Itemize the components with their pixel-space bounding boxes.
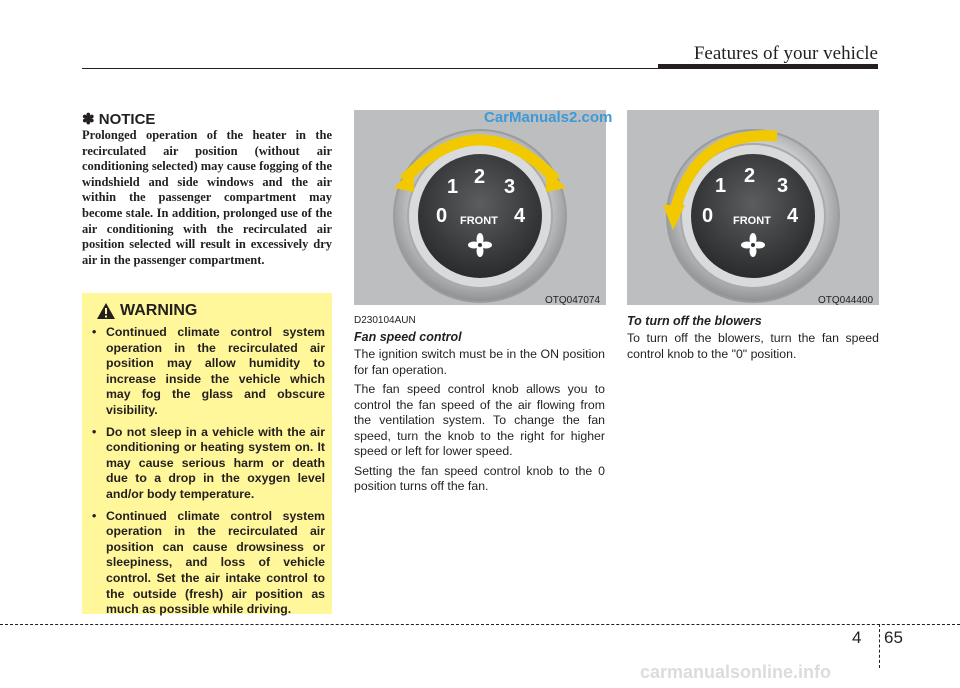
- knob-number: 1: [715, 175, 727, 197]
- warning-triangle-icon: [96, 302, 116, 320]
- knob-number: 0: [702, 205, 714, 227]
- header-rule: [82, 68, 658, 69]
- knob-label: FRONT: [460, 215, 498, 227]
- knob-number: 2: [744, 165, 756, 187]
- warning-item: • Continued climate control system operation in the recirculated air position may allow humidity to increase inside the vehicle which may fog the glass and obscure visibility.: [90, 325, 325, 419]
- knob-number: 4: [514, 205, 526, 227]
- page-header-title: Features of your vehicle: [693, 43, 878, 64]
- notice-body: Prolonged operation of the heater in the recirculated air position (without air conditioning selected) may cause fogging of the windshield and side windows and the air within the passenger compartment may become stale. In addition, prolonged use of the air conditioning with the recirculated air position selected will result in excessively dry air in the passenger compartment.: [82, 128, 332, 267]
- blowers-off-title: To turn off the blowers: [627, 314, 762, 328]
- warning-header: [96, 302, 325, 320]
- figure-caption: OTQ047074: [545, 295, 601, 306]
- warning-list: [90, 325, 325, 618]
- warning-item: • Do not sleep in a vehicle with the air conditioning or heating system on. It may cause serious harm or death due to a drop in the oxygen level and/or body temperature.: [90, 425, 325, 503]
- header-tab-bar: [658, 64, 878, 69]
- blowers-off-body: To turn off the blowers, turn the fan speed control knob to the "0" position.: [627, 331, 879, 361]
- knob-number: 3: [777, 175, 789, 197]
- knob-number: 4: [787, 205, 799, 227]
- fan-knob-photo-1: [354, 110, 606, 305]
- warning-item: • Continued climate control system operation in the recirculated air position can cause drowsiness or sleepiness, and loss of vehicle control. Set the air intake control to the outside (fresh) air position as much as possible while driving.: [90, 509, 325, 618]
- paragraph: The fan speed control knob allows you to control the fan speed of the air flowing from the ventilation system. To change the fan speed, turn the knob to the right for higher speed or left for lower speed.: [354, 382, 605, 458]
- knob-number: 2: [474, 166, 486, 188]
- knob-number: 3: [504, 176, 516, 198]
- page-number: 65: [884, 628, 903, 647]
- footer-rule: [0, 624, 960, 625]
- section-code: D230104AUN: [354, 315, 416, 326]
- figure-caption: OTQ044400: [818, 295, 874, 306]
- knob-number: 1: [447, 176, 459, 198]
- notice-title: ✽ NOTICE: [82, 111, 156, 128]
- fan-knob-photo-2: [627, 110, 879, 305]
- fan-speed-title: Fan speed control: [354, 330, 462, 344]
- knob-label: FRONT: [733, 215, 771, 227]
- warning-box: [82, 293, 332, 617]
- paragraph: Setting the fan speed control knob to the 0 position turns off the fan.: [354, 463, 605, 493]
- watermark-text: CarManuals2.com: [484, 109, 613, 126]
- chapter-number: 4: [852, 628, 862, 647]
- footer-divider: [879, 624, 880, 668]
- footer-watermark: carmanualsonline.info: [640, 662, 832, 682]
- paragraph: The ignition switch must be in the ON position for fan operation.: [354, 347, 605, 377]
- warning-title: WARNING: [120, 302, 198, 319]
- knob-number: 0: [436, 205, 448, 227]
- fan-speed-body: [354, 347, 605, 499]
